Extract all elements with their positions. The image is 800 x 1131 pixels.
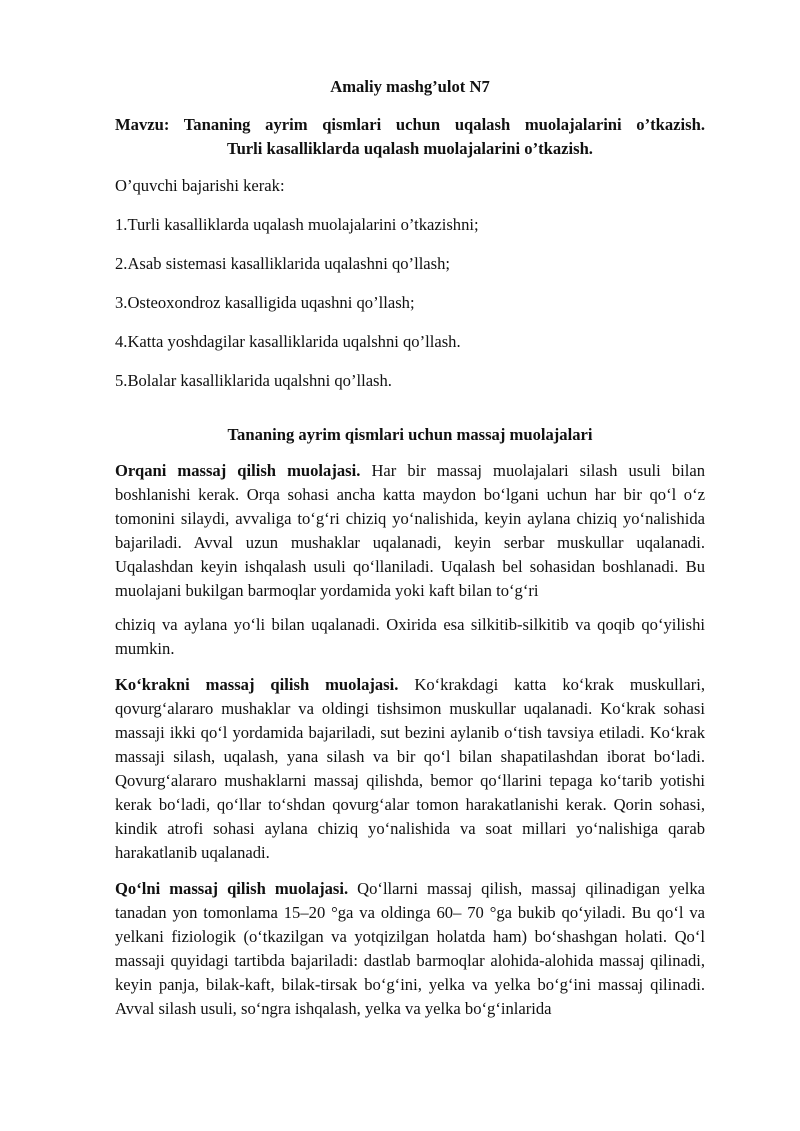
paragraph-body: chiziq va aylana yo‘li bilan uqalanadi. Oxirida esa silkitib-silkitib va qoqib qo‘yilishi mumkin. <box>115 615 705 658</box>
objective-item: 3.Osteoxondroz kasalligida uqashni qo’llash; <box>115 293 415 312</box>
paragraph-chest-massage <box>115 673 705 865</box>
paragraph-back-massage <box>115 459 705 603</box>
objective-item: 4.Katta yoshdagilar kasalliklarida uqalshni qo’llash. <box>115 332 461 351</box>
paragraph-lead: Orqani massaj qilish muolajasi. <box>115 461 361 480</box>
section-heading: Tananing ayrim qismlari uchun massaj muolajalari <box>227 425 593 444</box>
objective-item: 2.Asab sistemasi kasalliklarida uqalashni qo’llash; <box>115 254 451 273</box>
paragraph-body: Ko‘krakdagi katta ko‘krak muskullari, qovurg‘alararo mushaklar va oldingi tishsimon muskullar uqalanadi. Ko‘krak sohasi massaji ikki qo‘l yordamida bajariladi, sut bezini aylanib o‘tish tavsiya etiladi. Ko‘krak massaji silash, uqalash, yana silash va bir qo‘l bilan shapatilashdan iborat bo‘ladi. Qovurg‘alararo mushaklarni massaj qilishda, bemor qo‘llarini tepaga ko‘tarib yotishi kerak bo‘ladi, qo‘llar to‘shdan qovurg‘alar tomon harakatlanishi kerak. Qorin sohasi, kindik atrofi sohasi aylana chiziq yo‘nalishida va soat millari yo‘nalishiga qarab harakatlanib uqalanadi. <box>115 675 705 862</box>
topic-line-2: Turli kasalliklarda uqalash muolajalarini o’tkazish. <box>227 139 593 158</box>
paragraph-lead: Ko‘krakni massaj qilish muolajasi. <box>115 675 399 694</box>
intro-text: O’quvchi bajarishi kerak: <box>115 176 285 195</box>
document-page <box>115 74 705 1021</box>
document-title: Amaliy mashg’ulot N7 <box>330 77 490 96</box>
objectives-list <box>115 213 705 393</box>
topic <box>115 113 705 161</box>
objective-item: 5.Bolalar kasalliklarida uqalshni qo’llash. <box>115 371 392 390</box>
paragraph-lead: Qo‘lni massaj qilish muolajasi. <box>115 879 349 898</box>
paragraph-arm-massage <box>115 877 705 1021</box>
paragraph-body: Qo‘llarni massaj qilish, massaj qilinadigan yelka tanadan yon tomonlama 15–20 °ga va oldinga 60– 70 °ga bukib qo‘yiladi. Bu qo‘l va yelkani fiziologik (o‘tkazilgan va yotqizilgan holatda ham) bo‘shashgan holati. Qo‘l massaji quyidagi tartibda bajariladi: dastlab barmoqlar alohida-alohida massaj qilinadi, keyin panja, bilak-kaft, bilak-tirsak bo‘g‘ini, yelka va yelka bo‘g‘ini massaj qilinadi. Avval silash usuli, so‘ngra ishqalash, yelka va yelka bo‘g‘inlarida <box>115 879 705 1018</box>
objective-item: 1.Turli kasalliklarda uqalash muolajalarini o’tkazishni; <box>115 215 479 234</box>
paragraph-body: Har bir massaj muolajalari silash usuli bilan boshlanishi kerak. Orqa sohasi ancha katta maydon bo‘lgani uchun har bir qo‘l o‘z tomonini silaydi, avvaliga to‘g‘ri chiziq yo‘nalishida, keyin aylana chiziq yo‘nalishida bajariladi. Avval uzun mushaklar uqalanadi, keyin serbar muskullar uqalanadi. Uqalashdan keyin ishqalash usuli qo‘llaniladi. Uqalash bel sohasidan boshlanadi. Bu muolajani bukilgan barmoqlar yordamida yoki kaft bilan to‘g‘ri <box>115 461 706 600</box>
topic-line-1: Mavzu: Tananing ayrim qismlari uchun uqalash muolajalarini o’tkazish. <box>115 115 705 134</box>
paragraph-back-massage-continued <box>115 613 705 661</box>
